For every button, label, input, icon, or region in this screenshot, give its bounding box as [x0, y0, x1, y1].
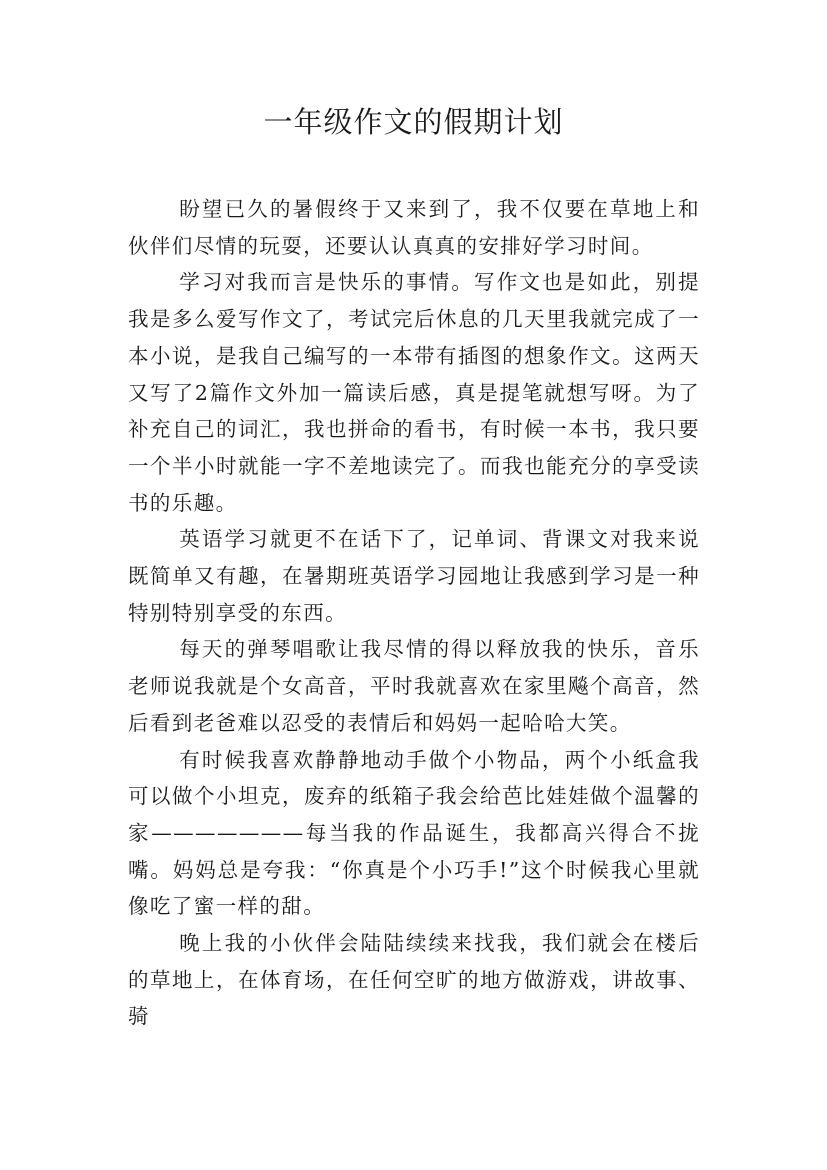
- article-body: [128, 191, 700, 1035]
- paragraph-2: 学习对我而言是快乐的事情。写作文也是如此，别提我是多么爱写作文了，考试完后休息的几天里我就完成了一本小说，是我自己编写的一本带有插图的想象作文。这两天又写了2篇作文外加一篇读后感，真是提笔就想写呀。为了补充自己的词汇，我也拼命的看书，有时候一本书，我只要一个半小时就能一字不差地读完了。而我也能充分的享受读书的乐趣。: [128, 270, 700, 515]
- paragraph-5: 有时候我喜欢静静地动手做个小物品，两个小纸盒我可以做个小坦克，废弃的纸箱子我会给芭比娃娃做个温馨的家———————每当我的作品诞生，我都高兴得合不拢嘴。妈妈总是夸我：“你真是个小巧手!”这个时候我心里就像吃了蜜一样的甜。: [128, 747, 700, 919]
- paragraph-4: 每天的弹琴唱歌让我尽情的得以释放我的快乐，音乐老师说我就是个女高音，平时我就喜欢在家里飚个高音，然后看到老爸难以忍受的表情后和妈妈一起哈哈大笑。: [128, 637, 700, 735]
- paragraph-1: 盼望已久的暑假终于又来到了，我不仅要在草地上和伙伴们尽情的玩耍，还要认认真真的安排好学习时间。: [128, 197, 700, 258]
- paragraph-3: 英语学习就更不在话下了，记单词、背课文对我来说既简单又有趣，在暑期班英语学习园地让我感到学习是一种特别特别享受的东西。: [128, 527, 700, 625]
- document-title: 一年级作文的假期计划: [263, 105, 564, 139]
- paragraph-6: 晚上我的小伙伴会陆陆续续来找我，我们就会在楼后的草地上，在体育场，在任何空旷的地方做游戏，讲故事、骑: [128, 931, 700, 1029]
